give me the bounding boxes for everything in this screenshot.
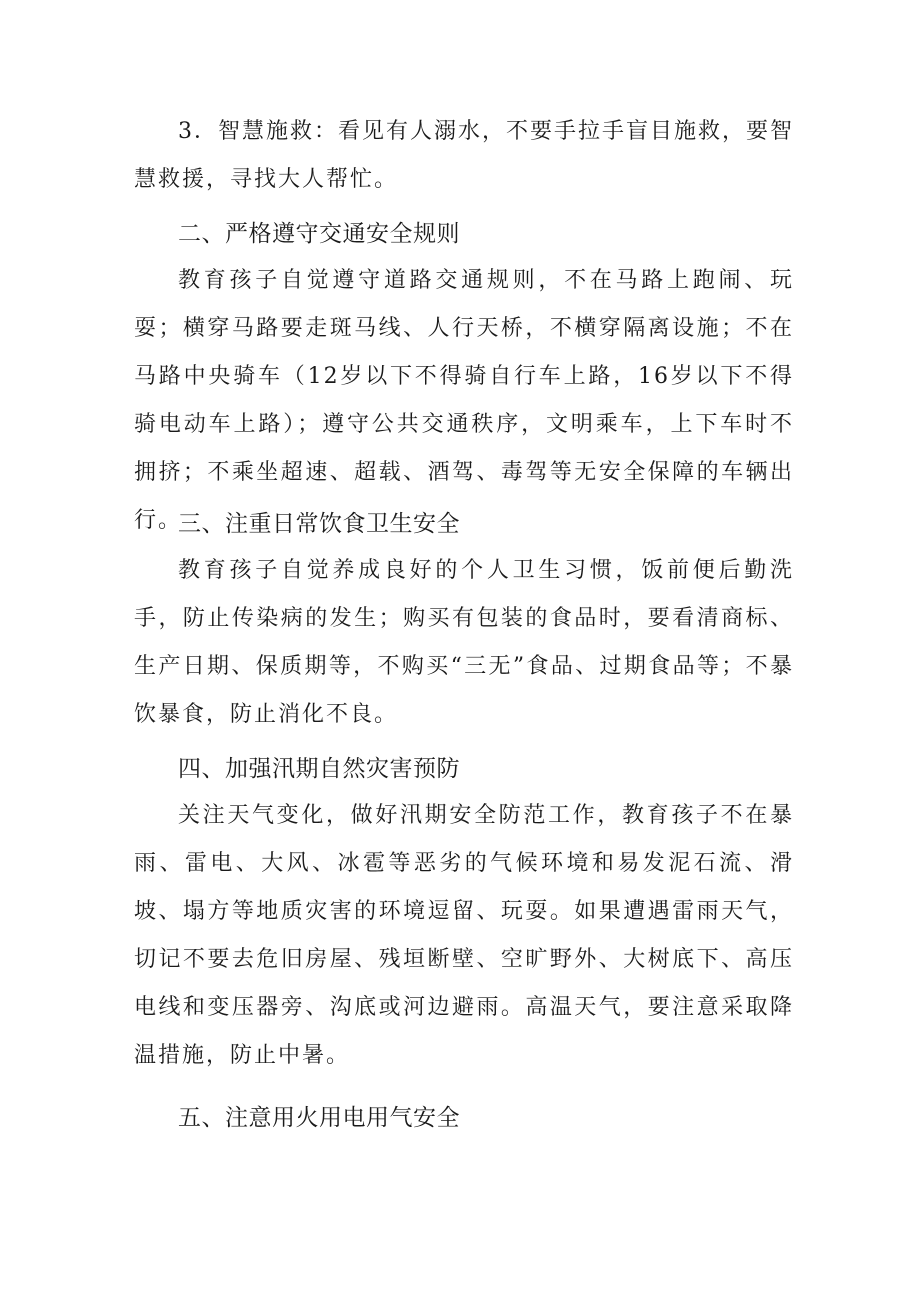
- item-3-paragraph: 3．智慧施救：看见有人溺水，不要手拉手盲目施救，要智慧救援，寻找大人帮忙。: [134, 119, 794, 192]
- section-4-paragraph: 关注天气变化，做好汛期安全防范工作，教育孩子不在暴雨、雷电、大风、冰雹等恶劣的气候环境和易发泥石流、滑坡、塌方等地质灾害的环境逗留、玩耍。如果遭遇雷雨天气，切记不要去危旧房屋、残垣断壁、空旷野外、大树底下、高压电线和变压器旁、沟底或河边避雨。高温天气，要注意采取降温措施，防止中暑。: [134, 803, 794, 1068]
- section-4-heading: 四、加强汛期自然灾害预防: [178, 756, 460, 782]
- section-2-heading: 二、严格遵守交通安全规则: [178, 221, 460, 247]
- section-3-paragraph: 教育孩子自觉养成良好的个人卫生习惯，饭前便后勤洗手，防止传染病的发生；购买有包装的食品时，要看清商标、生产日期、保质期等，不购买“三无”食品、过期食品等；不暴饮暴食，防止消化不良。: [134, 558, 794, 727]
- section-2-paragraph: 教育孩子自觉遵守道路交通规则，不在马路上跑闹、玩耍；横穿马路要走斑马线、人行天桥，不横穿隔离设施；不在马路中央骑车（12岁以下不得骑自行车上路，16岁以下不得骑电动车上路）；遵守公共交通秩序，文明乘车，上下车时不拥挤；不乘坐超速、超载、酒驾、毒驾等无安全保障的车辆出行。: [134, 268, 794, 533]
- section-3-heading: 三、注重日常饮食卫生安全: [178, 511, 460, 537]
- section-5-heading: 五、注意用火用电用气安全: [178, 1105, 460, 1131]
